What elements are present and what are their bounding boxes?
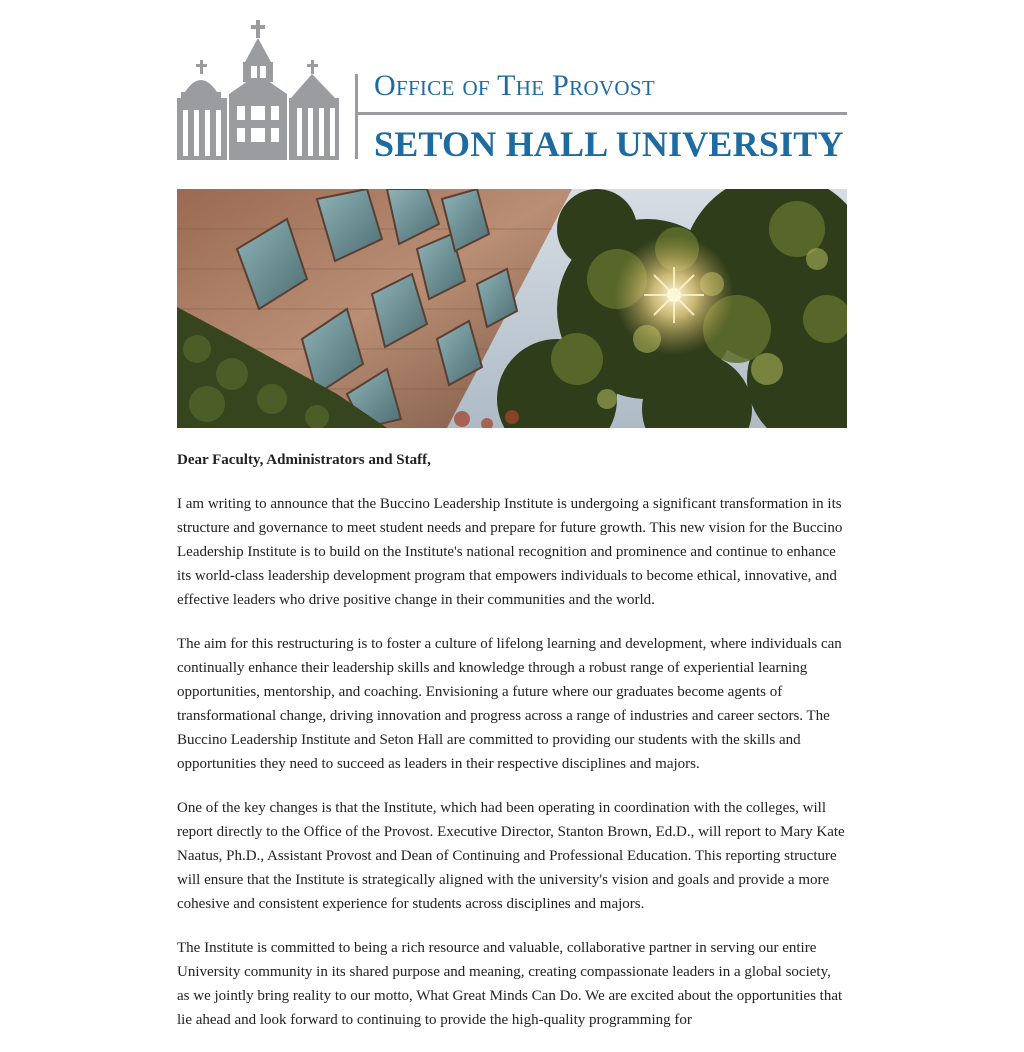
greeting: Dear Faculty, Administrators and Staff, [177, 452, 431, 468]
banner-photo [177, 189, 847, 428]
email-page [177, 0, 847, 1052]
university-title: SETON HALL UNIVERSITY [374, 124, 844, 164]
church-building-icon [177, 18, 339, 160]
paragraph: One of the key changes is that the Institute, which had been operating in coordination with the colleges, will report directly to the Office of the Provost. Executive Director, Stanton Brown, Ed.D., will report to Mary Kate Naatus, Ph.D., Assistant Provost and Dean of Continuing and Professional Education. This reporting structure will ensure that the Institute is strategically aligned with the university's vision and goals and provide a more cohesive and consistent experience for students across disciplines and majors. [177, 800, 845, 912]
logo-divider [355, 74, 358, 159]
provost-logo-header [177, 0, 847, 189]
letter-body [177, 428, 847, 1032]
office-title: Office of The Provost [374, 69, 655, 102]
logo-rule [358, 112, 847, 115]
paragraph: The aim for this restructuring is to foster a culture of lifelong learning and development, where individuals can continually enhance their leadership skills and knowledge through a robust range of experiential learning opportunities, mentorship, and coaching. Envisioning a future where our graduates become agents of transformational change, driving innovation and progress across a range of industries and career sectors. The Buccino Leadership Institute and Seton Hall are committed to providing our students with the skills and opportunities they need to succeed as leaders in their respective disciplines and majors. [177, 636, 842, 772]
campus-building-trees-photo [177, 189, 847, 428]
paragraph: I am writing to announce that the Buccino Leadership Institute is undergoing a significant transformation in its structure and governance to meet student needs and prepare for future growth. This new vision for the Buccino Leadership Institute is to build on the Institute's national recognition and prominence and continue to enhance its world-class leadership development program that empowers individuals to become ethical, innovative, and effective leaders who drive positive change in their communities and the world. [177, 496, 843, 608]
paragraph: The Institute is committed to being a rich resource and valuable, collaborative partner in serving our entire University community in its shared purpose and meaning, creating compassionate leaders in a global society, as we jointly bring reality to our motto, What Great Minds Can Do. We are excited about the opportunities that lie ahead and look forward to continuing to provide the high-quality programming for [177, 940, 843, 1028]
